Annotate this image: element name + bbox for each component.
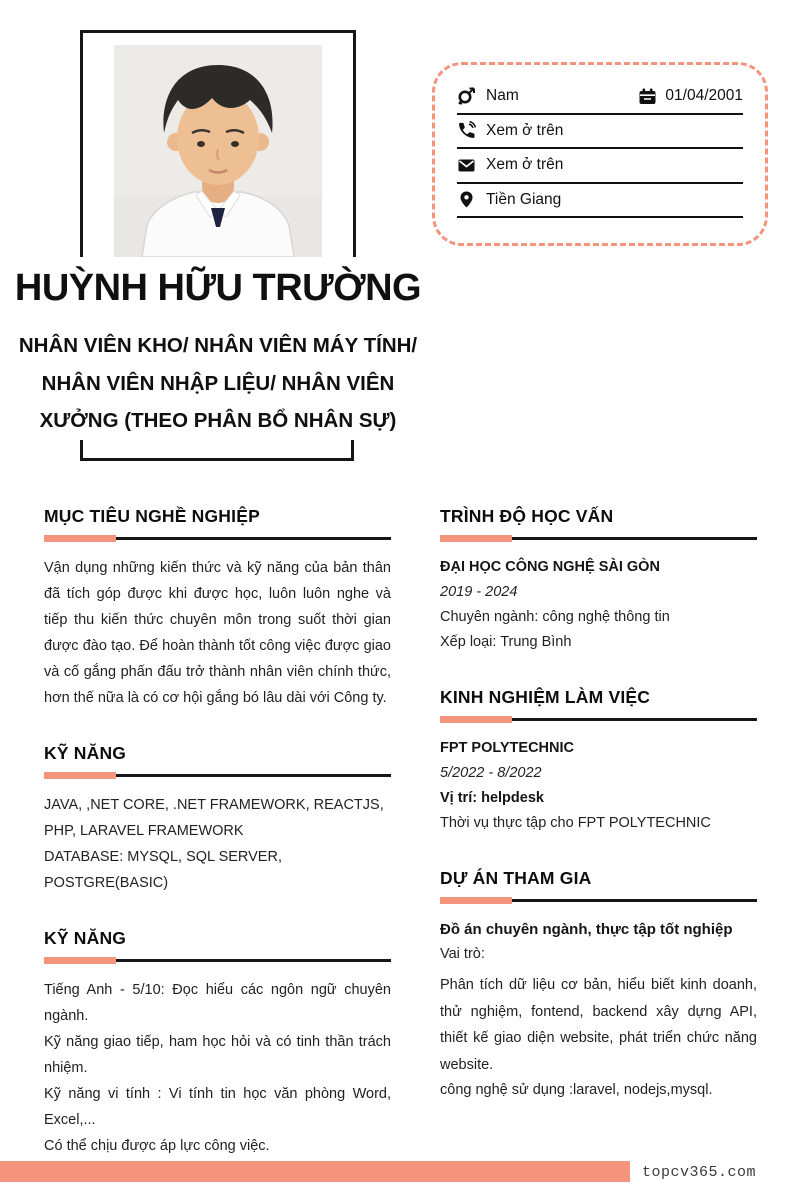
experience-position: Vị trí: helpdesk [440, 790, 544, 806]
contact-row-location [457, 184, 743, 219]
section-skills-tech [44, 740, 391, 896]
mail-icon [457, 156, 476, 175]
section-heading: KINH NGHIỆM LÀM VIỆC [440, 687, 651, 707]
profile-photo [114, 45, 322, 257]
photo-frame [80, 30, 356, 257]
section-skills-soft [44, 925, 391, 1185]
phone-value: Xem ở trên [486, 121, 564, 139]
phone-icon [457, 121, 476, 140]
gender-value: Nam [486, 87, 519, 105]
education-grade: Xếp loại: Trung Bình [440, 634, 572, 650]
section-experience [440, 684, 757, 836]
section-heading: KỸ NĂNG [44, 743, 127, 763]
contact-row-phone [457, 115, 743, 150]
right-column [440, 503, 757, 1132]
education-major: Chuyên ngành: công nghệ thông tin [440, 609, 670, 625]
heading-rule [440, 897, 757, 904]
experience-period: 5/2022 - 8/2022 [440, 765, 542, 781]
heading-rule [44, 772, 391, 779]
school-name: ĐẠI HỌC CÔNG NGHỆ SÀI GÒN [440, 559, 660, 575]
location-pin-icon [457, 190, 476, 209]
skills-line: DATABASE: MYSQL, SQL SERVER, POSTGRE(BASIC) [44, 849, 282, 891]
candidate-name: HUỲNH HỮU TRƯỜNG [14, 267, 422, 309]
calendar-icon [638, 87, 657, 106]
skills-line: Kỹ năng giao tiếp, ham học hỏi và có tinh thần trách nhiệm. [44, 1034, 391, 1076]
section-heading: MỤC TIÊU NGHỀ NGHIỆP [44, 506, 260, 526]
experience-desc: Thời vụ thực tập cho FPT POLYTECHNIC [440, 815, 711, 831]
heading-rule [44, 957, 391, 964]
location-value: Tiền Giang [486, 190, 562, 208]
section-education [440, 503, 757, 655]
dob-value: 01/04/2001 [665, 87, 743, 105]
objective-text: Vận dụng những kiến thức và kỹ năng của bản thân đã tích góp được khi được học, luôn luôn nghe và tiếp thu kiến thức chuyên môn trong suốt thời gian được đào tạo. Để hoàn thành tốt công việc được giao và cố gắng phấn đấu trở thành nhân viên chính thức, hơn thế nữa là có cơ hội gắng bó lâu dài với Công ty. [44, 560, 391, 706]
skills-line: JAVA, ,NET CORE, .NET FRAMEWORK, REACTJS, PHP, LARAVEL FRAMEWORK [44, 797, 384, 839]
education-period: 2019 - 2024 [440, 584, 518, 600]
section-heading: TRÌNH ĐỘ HỌC VẤN [440, 506, 614, 526]
contact-card [432, 62, 768, 246]
heading-rule [44, 535, 391, 542]
project-role-label: Vai trò: [440, 946, 485, 962]
header-bracket-decoration [80, 440, 354, 461]
skills-line: Có thể chịu được áp lực công việc. [44, 1138, 270, 1154]
contact-row-email [457, 149, 743, 184]
skills-line: Kỹ năng vi tính : Vi tính tin học văn phòng Word, Excel,... [44, 1086, 391, 1128]
gender-icon [457, 87, 476, 106]
project-name: Đồ án chuyên ngành, thực tập tốt nghiệp [440, 921, 733, 938]
section-heading: DỰ ÁN THAM GIA [440, 868, 592, 888]
section-projects [440, 865, 757, 1103]
contact-row-gender [457, 80, 743, 115]
section-objective [44, 503, 391, 711]
left-column [44, 503, 391, 1196]
footer-accent-bar [0, 1161, 630, 1182]
skills-line: Tiếng Anh - 5/10: Đọc hiểu các ngôn ngữ chuyên ngành. [44, 982, 391, 1024]
company-name: FPT POLYTECHNIC [440, 740, 575, 756]
project-desc: Phân tích dữ liệu cơ bản, hiểu biết kinh doanh, thử nghiệm, fontend, backend xây dựng API, thiết kế giao diện website, phát triển chức năng website. [440, 977, 757, 1073]
section-heading: KỸ NĂNG [44, 928, 127, 948]
heading-rule [440, 716, 757, 723]
candidate-job-title: NHÂN VIÊN KHO/ NHÂN VIÊN MÁY TÍNH/ NHÂN VIÊN NHẬP LIỆU/ NHÂN VIÊN XƯỞNG (THEO PHÂN BỔ NHÂN SỰ) [18, 334, 418, 432]
heading-rule [440, 535, 757, 542]
watermark-text: topcv365.com [641, 1164, 756, 1181]
project-tech: công nghệ sử dụng :laravel, nodejs,mysql. [440, 1082, 713, 1098]
email-value: Xem ở trên [486, 156, 564, 174]
